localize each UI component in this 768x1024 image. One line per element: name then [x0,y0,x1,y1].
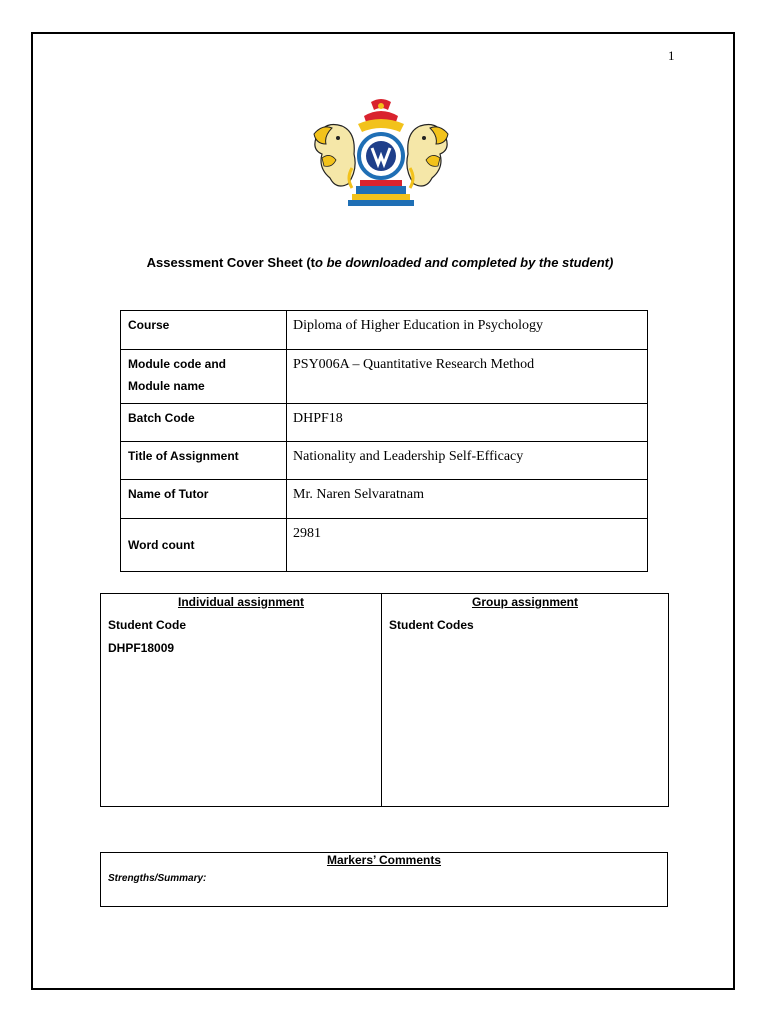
row-label: Batch Code [121,404,287,442]
row-label [121,350,287,404]
row-value: 2981 [287,519,648,572]
group-assignment-title: Group assignment [471,595,578,609]
table-row [121,442,648,480]
heading-italic-text: o be downloaded and completed by the student) [315,255,614,270]
strengths-summary-label: Strengths/Summary: [108,873,207,884]
table-row [121,311,648,350]
table-row [121,480,648,519]
page-heading [0,255,760,270]
row-label: Name of Tutor [121,480,287,519]
table-row [121,350,648,404]
row-label: Title of Assignment [121,442,287,480]
heading-text: Assessment Cover Sheet (t [146,255,316,270]
markers-comments-title: Markers’ Comments [326,853,442,867]
row-label [121,519,287,572]
individual-assignment-section [101,594,382,806]
student-code-label: Student Code [108,618,186,632]
student-codes-label: Student Codes [389,618,474,632]
table-row [121,404,648,442]
student-code-value: DHPF18009 [108,641,175,655]
individual-assignment-title: Individual assignment [177,595,305,609]
university-crest-icon [308,98,454,210]
row-value: Mr. Naren Selvaratnam [287,480,648,519]
row-label-line: Module code and [128,357,227,371]
markers-comments-box [100,852,668,907]
row-label-line: Module name [128,379,205,393]
row-label: Course [121,311,287,350]
assignment-type-box [100,593,669,807]
table-row [121,519,648,572]
row-value: PSY006A – Quantitative Research Method [287,350,648,404]
row-label-text: Word count [128,538,195,552]
assessment-info-table [120,310,648,572]
page-number: 1 [668,48,675,63]
row-value: Nationality and Leadership Self-Efficacy [287,442,648,480]
row-value: Diploma of Higher Education in Psychology [287,311,648,350]
row-value: DHPF18 [287,404,648,442]
group-assignment-section [382,594,668,806]
